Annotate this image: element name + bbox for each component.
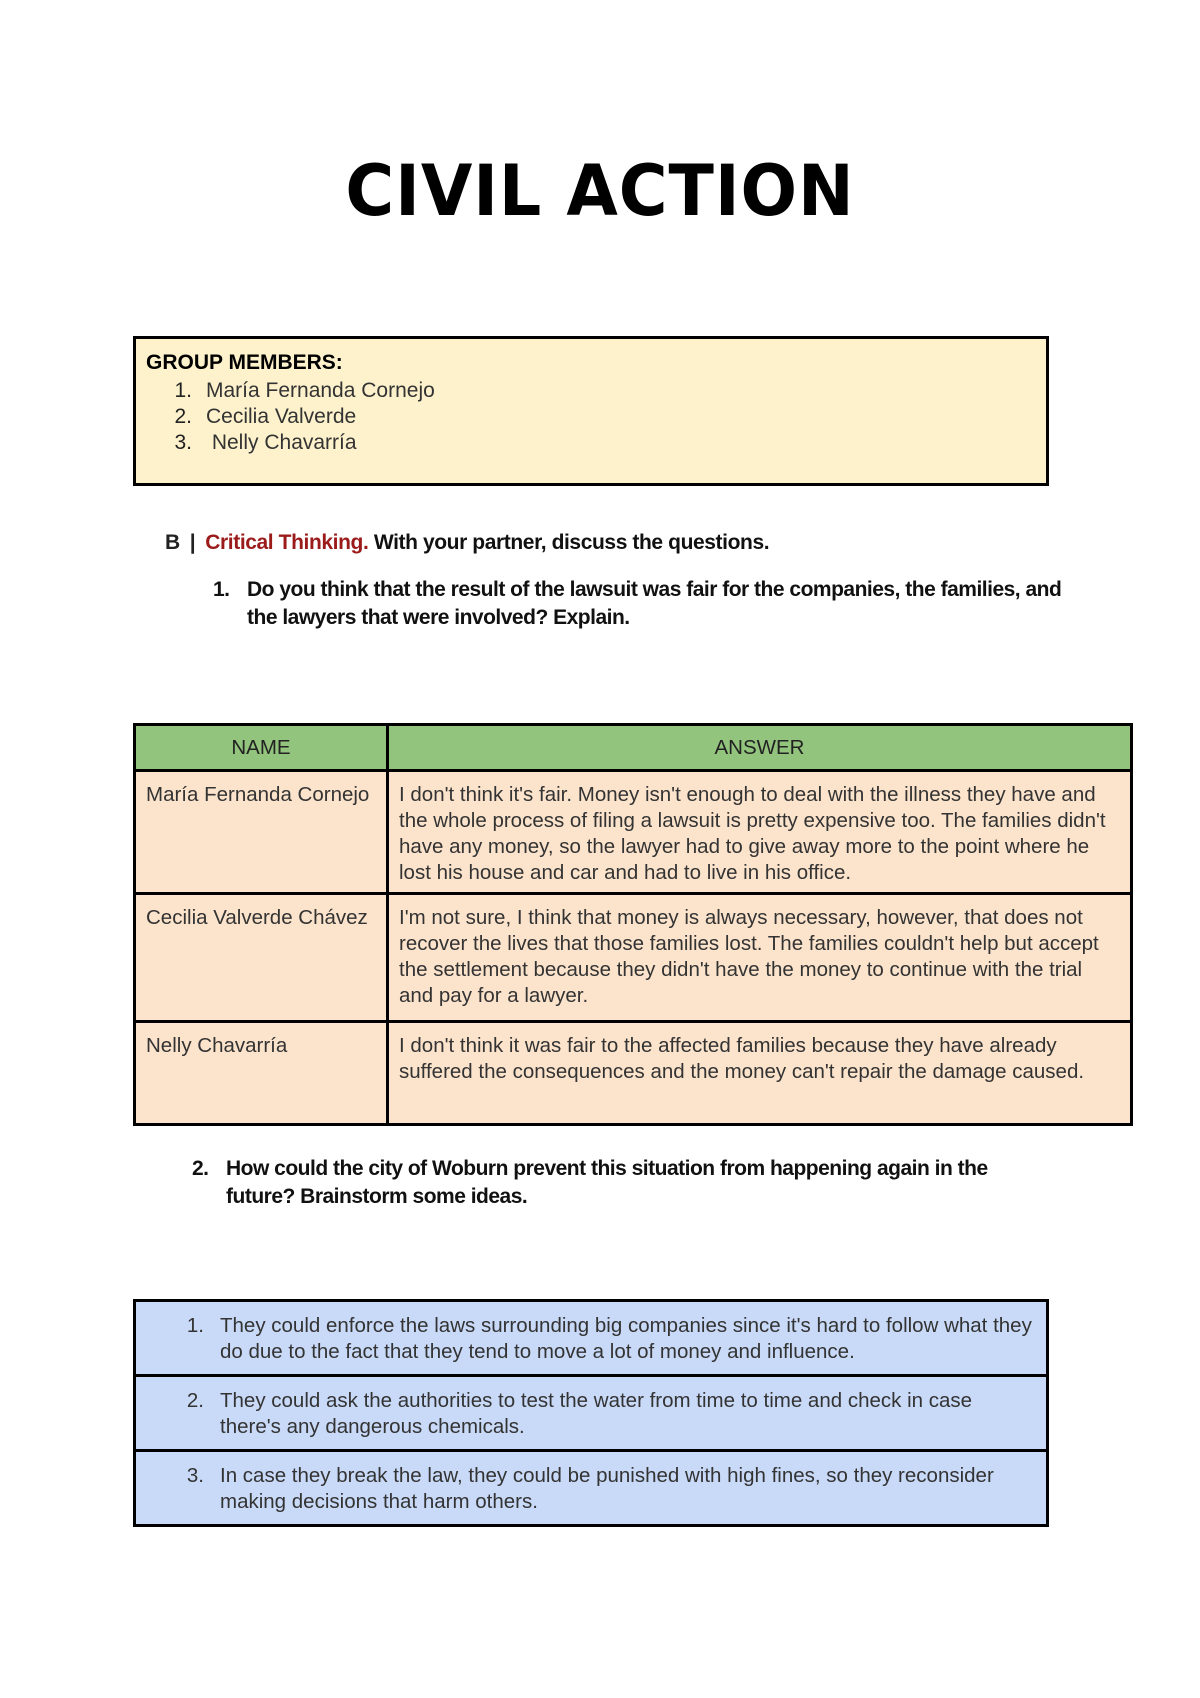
column-header-name: NAME [135,725,388,771]
list-number: 2. [186,1389,204,1412]
idea-text: In case they break the law, they could be punished with high fines, so they reconsider making decisions that harm others. [220,1464,994,1513]
list-number: 1. [174,379,192,402]
answer-cell: I'm not sure, I think that money is always necessary, however, that does not recover the lives that those families lost. The families couldn't help but accept the settlement because they didn't have the money to continue with the trial and pay for a lawyer. [388,894,1132,1022]
answer-cell: I don't think it's fair. Money isn't enough to deal with the illness they have and the whole process of filing a lawsuit is pretty expensive too. The families didn't have any money, so the lawyer had to give away more to the point where he lost his house and car and had to live in his office. [388,771,1132,894]
list-item [146,378,1036,404]
column-header-answer: ANSWER [388,725,1132,771]
answer-cell: I don't think it was fair to the affected families because they have already suffered the consequences and the money can't repair the damage caused. [388,1022,1132,1125]
table-row [135,1301,1048,1376]
name-cell: Nelly Chavarría [135,1022,388,1125]
member-name: María Fernanda Cornejo [206,379,435,402]
group-members-box [133,336,1049,486]
name-cell: Cecilia Valverde Chávez [135,894,388,1022]
section-b-heading [165,531,769,555]
table-row [135,894,1132,1022]
idea-text: They could enforce the laws surrounding big companies since it's hard to follow what they do due to the fact that they tend to move a lot of money and influence. [220,1314,1032,1363]
section-letter: B [165,531,180,554]
ideas-table [133,1299,1049,1527]
idea-cell [135,1376,1048,1451]
question-text: Do you think that the result of the lawsuit was fair for the companies, the families, and the lawyers that were involved? Explain. [247,578,1062,629]
question-number: 2. [192,1157,209,1180]
list-number: 1. [186,1314,204,1337]
table-row [135,1451,1048,1526]
section-instruction: With your partner, discuss the questions. [368,531,770,554]
question-text: How could the city of Woburn prevent this situation from happening again in the future? Brainstorm some ideas. [226,1157,988,1208]
group-members-list [146,378,1036,456]
list-number: 2. [174,405,192,428]
page-title: CIVIL ACTION [345,150,855,232]
section-separator: | [189,531,196,554]
member-name: Cecilia Valverde [206,405,357,428]
question-2 [192,1155,1012,1211]
table-row [135,1376,1048,1451]
idea-cell [135,1301,1048,1376]
list-item [146,430,1036,456]
group-members-heading: GROUP MEMBERS: [146,351,343,374]
list-item [148,1313,1034,1365]
list-item [148,1388,1034,1440]
critical-thinking-label: Critical Thinking. [205,531,369,554]
list-item [146,404,1036,430]
table-row [135,1022,1132,1125]
answers-table [133,723,1133,1126]
list-item [148,1463,1034,1515]
table-row [135,771,1132,894]
question-number: 1. [213,578,230,601]
list-number: 3. [174,431,192,454]
idea-cell [135,1451,1048,1526]
idea-text: They could ask the authorities to test the water from time to time and check in case there's any dangerous chemicals. [220,1389,973,1438]
member-name: Nelly Chavarría [206,431,357,454]
list-number: 3. [186,1464,204,1487]
question-1 [213,576,1093,632]
table-header-row [135,725,1132,771]
name-cell: María Fernanda Cornejo [135,771,388,894]
